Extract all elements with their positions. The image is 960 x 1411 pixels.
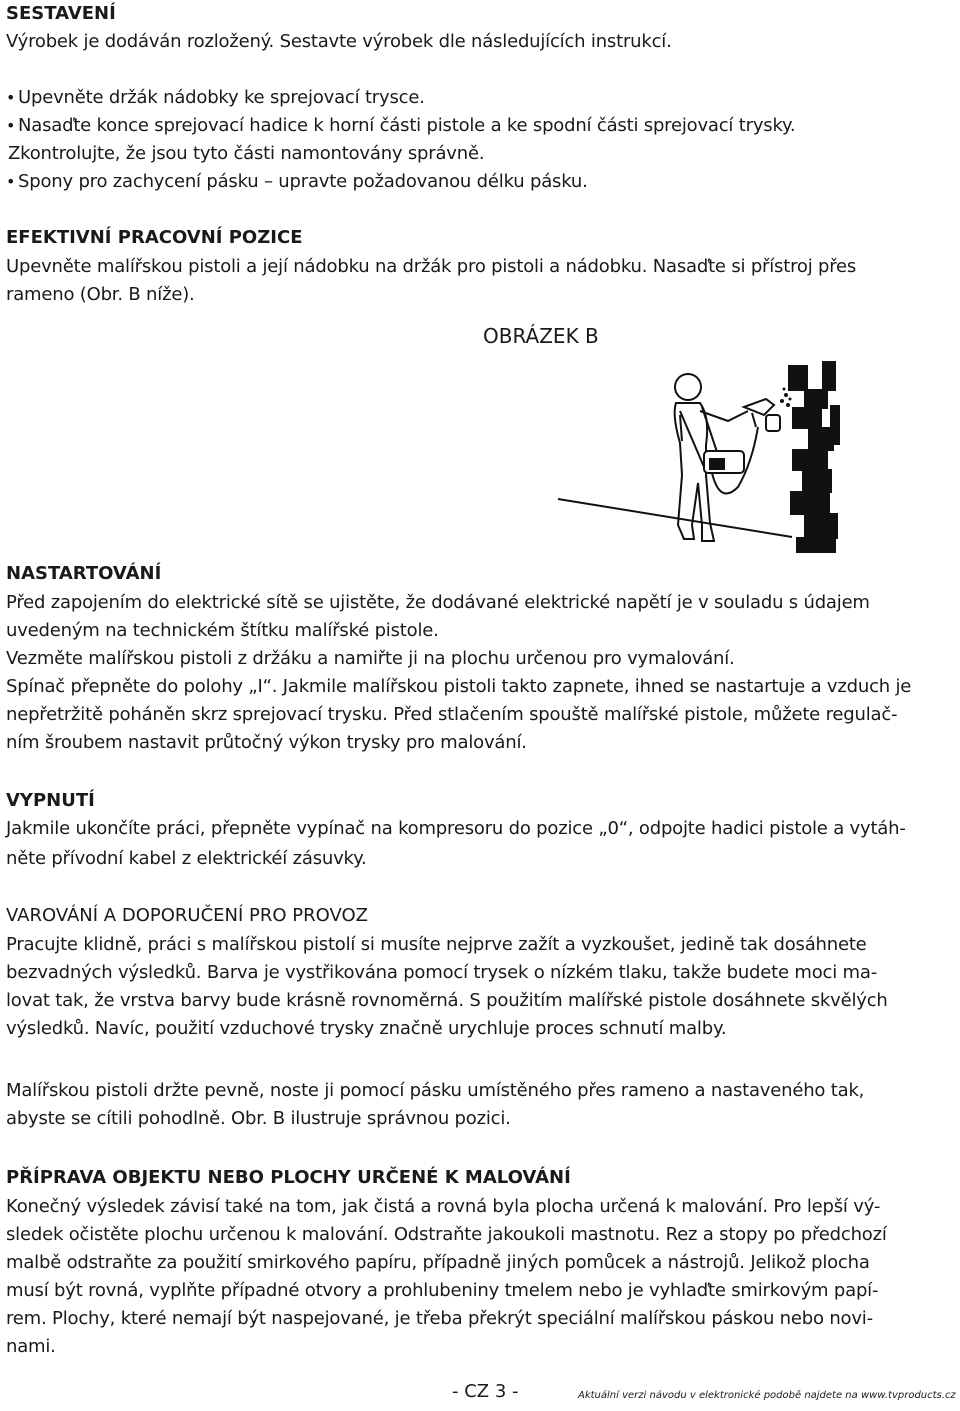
paragraph-line: sledek očistěte plochu určenou k malování. Odstraňte jakoukoli mastnotu. Rez a stopy po předchozí <box>6 1224 887 1245</box>
paragraph-line: lovat tak, že vrstva barvy bude krásně rovnoměrná. S použitím malířské pistole dosáhnete skvělých <box>6 990 888 1011</box>
paragraph-line: Před zapojením do elektrické sítě se ujistěte, že dodávané elektrické napětí je v souladu s údajem <box>6 592 870 613</box>
paragraph-line: Vezměte malířskou pistoli z držáku a namiřte ji na plochu určenou pro vymalování. <box>6 648 735 669</box>
paragraph-line: malbě odstraňte za použití smirkového papíru, případně jiných pomůcek a nástrojů. Jelikož plocha <box>6 1252 870 1273</box>
section-heading-varovani: VAROVÁNÍ A DOPORUČENÍ PRO PROVOZ <box>6 905 368 926</box>
paragraph-line: výsledků. Navíc, použití vzduchové trysky značně urychluje proces schnutí malby. <box>6 1018 727 1039</box>
paragraph-line: Zkontrolujte, že jsou tyto části namontovány správně. <box>8 143 485 164</box>
paragraph-line: Výrobek je dodáván rozložený. Sestavte výrobek dle následujících instrukcí. <box>6 31 672 52</box>
paragraph-line: uvedeným na technickém štítku malířské pistole. <box>6 620 439 641</box>
paragraph-line: něte přívodní kabel z elektrickéí zásuvky. <box>6 848 367 869</box>
footer-note: Aktuální verzi návodu v elektronické podobě najdete na www.tvproducts.cz <box>578 1390 956 1401</box>
paragraph-line: ním šroubem nastavit průtočný výkon trysky pro malování. <box>6 732 527 753</box>
page-number: - CZ 3 - <box>452 1381 519 1402</box>
section-heading-startovani: NASTARTOVÁNÍ <box>6 563 162 584</box>
paragraph-line: bezvadných výsledků. Barva je vystřikována pomocí trysek o nízkém tlaku, takže budete moci ma- <box>6 962 878 983</box>
figure-caption: OBRÁZEK B <box>483 324 599 348</box>
paragraph-line: Konečný výsledek závisí také na tom, jak čistá a rovná byla plocha určená k malování. Pro lepší vý- <box>6 1196 881 1217</box>
paragraph-line: abyste se cítili pohodlně. Obr. B ilustruje správnou pozici. <box>6 1108 511 1129</box>
bullet-item: • Nasaďte konce sprejovací hadice k horní části pistole a ke spodní části sprejovací trysky. <box>6 112 946 140</box>
paragraph-line: Jakmile ukončíte práci, přepněte vypínač na kompresoru do pozice „0“, odpojte hadici pistole a vytáh- <box>6 818 906 839</box>
section-heading-vypnuti: VYPNUTÍ <box>6 790 95 811</box>
paragraph-line: Upevněte malířskou pistoli a její nádobku na držák pro pistoli a nádobku. Nasaďte si přístroj přes <box>6 256 857 277</box>
section-heading-efektivni: EFEKTIVNÍ PRACOVNÍ POZICE <box>6 227 303 248</box>
paragraph-line: rem. Plochy, které nemají být naspejované, je třeba překrýt speciální malířskou páskou nebo novi- <box>6 1308 873 1329</box>
paragraph-line: musí být rovná, vyplňte případné otvory a prohlubeniny tmelem nebo je vyhlaďte smirkovým papí- <box>6 1280 879 1301</box>
section-heading-priprava: PŘÍPRAVA OBJEKTU NEBO PLOCHY URČENÉ K MALOVÁNÍ <box>6 1167 571 1188</box>
person-spray-painting-illustration <box>552 355 852 560</box>
paragraph-line: rameno (Obr. B níže). <box>6 284 195 305</box>
bullet-item: • Upevněte držák nádobky ke sprejovací trysce. <box>6 84 425 112</box>
paragraph-line: Malířskou pistoli držte pevně, noste ji pomocí pásku umístěného přes rameno a nastaveného tak, <box>6 1080 865 1101</box>
paragraph-line: nepřetržitě poháněn skrz sprejovací trysku. Před stlačením spouště malířské pistole, můžete regulač- <box>6 704 898 725</box>
section-heading-sestaveni: SESTAVENÍ <box>6 3 116 24</box>
bullet-item: • Spony pro zachycení pásku – upravte požadovanou délku pásku. <box>6 168 588 196</box>
paragraph-line: nami. <box>6 1336 56 1357</box>
paragraph-line: Pracujte klidně, práci s malířskou pistolí si musíte nejprve zažít a vyzkoušet, jedině tak dosáhnete <box>6 934 867 955</box>
paragraph-line: Spínač přepněte do polohy „I“. Jakmile malířskou pistoli takto zapnete, ihned se nastartuje a vzduch je <box>6 676 912 697</box>
